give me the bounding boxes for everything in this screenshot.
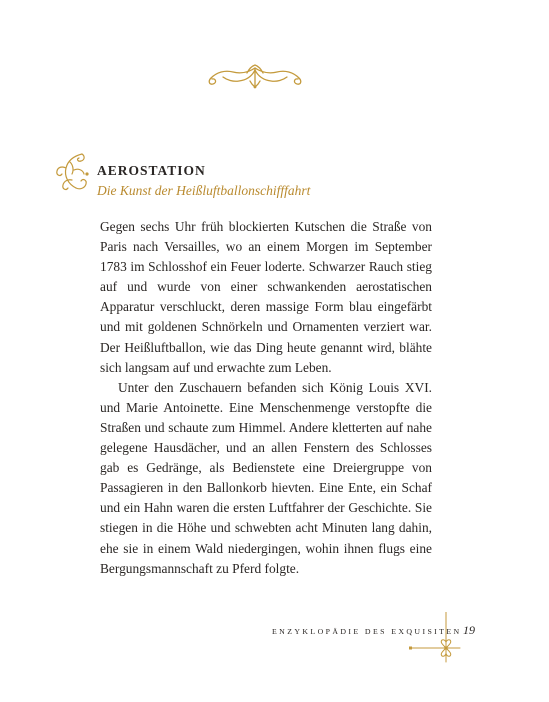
body-text	[100, 217, 432, 579]
paragraph-2: Unter den Zuschauern befanden sich König Louis XVI. und Marie Antoinette. Eine Menschenmenge verstopfte die Straßen und schaute zum Himmel. Andere kletterten auf nahe gelegene Hausdächer, und an allen Fenstern des Schlosses gab es Gedränge, als Bedienstete eine Dreiergruppe von Passagieren in den Ballonkorb hievten. Eine Ente, ein Schaf und ein Hahn waren die ersten Luftfahrer der Geschichte. Sie stiegen in die Höhe und schwebten acht Minuten lang dahin, ehe sie in einem Wald niedergingen, wohin ihnen flugs eine Bergungsmannschaft zu Pferd folgte.	[100, 379, 432, 576]
crosshair-ornament-icon	[402, 612, 462, 668]
corner-flourish-icon	[52, 150, 90, 194]
section-subtitle: Die Kunst der Heißluftballonschifffahrt	[97, 183, 311, 198]
running-title: ENZYKLOPÄDIE DES EXQUISITEN	[272, 627, 462, 636]
paragraph-1: Gegen sechs Uhr früh blockierten Kutschen die Straße von Paris nach Versailles, wo an einem Morgen im September 1783 im Schlosshof ein Feuer loderte. Schwarzer Rauch stieg auf und wurde von einer schwankenden aerostatischen Apparatur verschluckt, deren massige Form blau eingefärbt und mit goldenen Schnörkeln und Ornamenten verziert war. Der Heißluftballon, wie das Ding heute genannt wird, blähte sich langsam auf und erwachte zum Leben.	[100, 219, 432, 375]
page-number: 19	[463, 623, 475, 637]
flourish-ornament-icon	[203, 62, 307, 90]
section-heading: AEROSTATION	[97, 163, 206, 178]
